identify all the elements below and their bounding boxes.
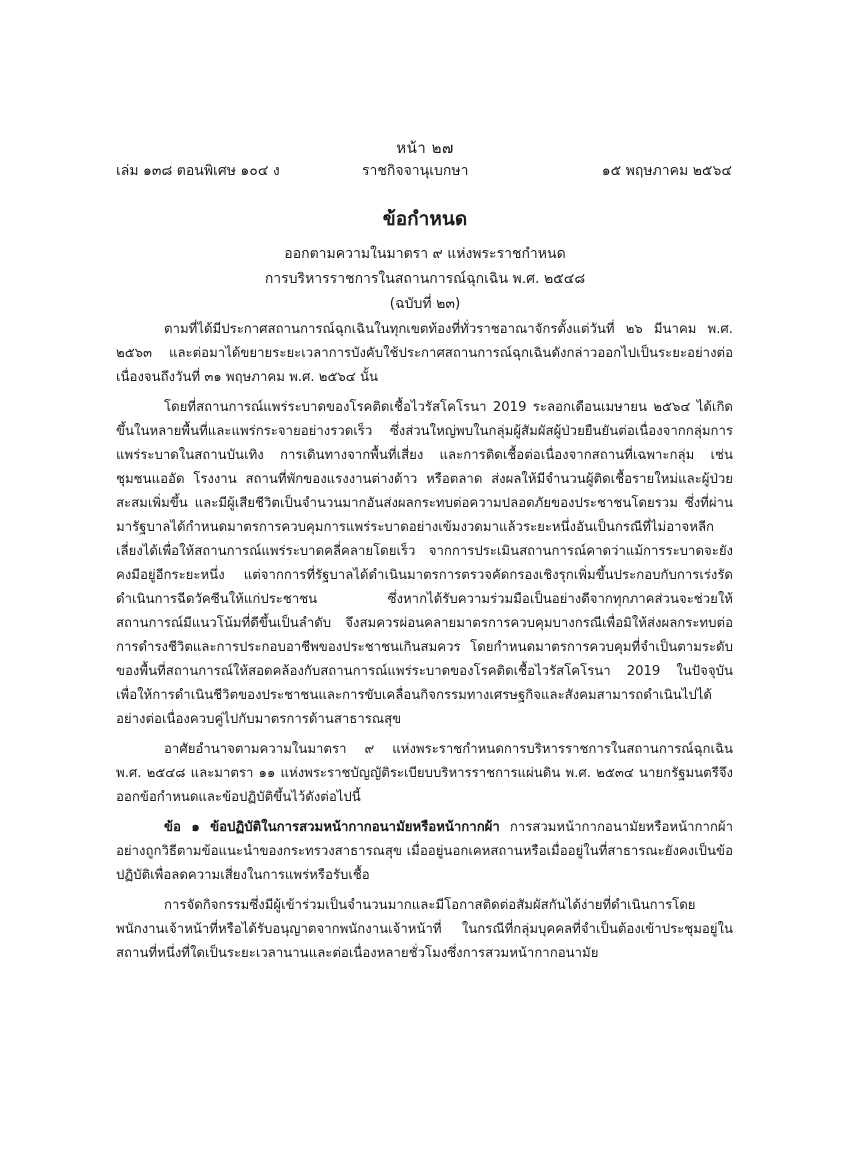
paragraph-1: ตามที่ได้มีประกาศสถานการณ์ฉุกเฉินในทุกเขตท้องที่ทั่วราชอาณาจักรตั้งแต่วันที่ ๒๖ มีนาคม พ.ศ. ๒๕๖๓ และต่อมาได้ขยายระยะเวลาการบังคับใช้ประกาศสถานการณ์ฉุกเฉินดังกล่าวออกไปเป็นระยะอย่างต่อเนื่องจนถึงวันที่ ๓๑ พฤษภาคม พ.ศ. ๒๕๖๔ นั้น bbox=[116, 322, 733, 385]
page-number: หน้า ๒๗ bbox=[396, 139, 454, 157]
running-header bbox=[116, 160, 732, 182]
title-line-3: (ฉบับที่ ๒๓) bbox=[389, 296, 461, 312]
document-body bbox=[116, 318, 733, 972]
paragraph-3: อาศัยอำนาจตามความในมาตรา ๙ แห่งพระราชกำหนดการบริหารราชการในสถานการณ์ฉุกเฉิน พ.ศ. ๒๕๔๘ และมาตรา ๑๑ แห่งพระราชบัญญัติระเบียบบริหารราชการแผ่นดิน พ.ศ. ๒๕๓๔ นายกรัฐมนตรีจึงออกข้อกำหนดและข้อปฏิบัติขึ้นไว้ดังต่อไปนี้ bbox=[116, 742, 733, 805]
paragraph-5: การจัดกิจกรรมซึ่งมีผู้เข้าร่วมเป็นจำนวนมากและมีโอกาสติดต่อสัมผัสกันได้ง่ายที่ดำเนินการโดยพนักงานเจ้าหน้าที่หรือได้รับอนุญาตจากพนักงานเจ้าหน้าที่ ในกรณีที่กลุ่มบุคคลที่จำเป็นต้องเข้าประชุมอยู่ในสถานที่หนึ่งที่ใดเป็นระยะเวลานานและต่อเนื่องหลายชั่วโมงซึ่งการสวมหน้ากากอนามัย bbox=[116, 898, 733, 961]
clause-1-heading: ข้อ ๑ ข้อปฏิบัติในการสวมหน้ากากอนามัยหรือหน้ากากผ้า bbox=[164, 820, 500, 835]
gazette-name: ราชกิจจานุเบกษา bbox=[362, 163, 469, 179]
title-line-2: การบริหารราชการในสถานการณ์ฉุกเฉิน พ.ศ. ๒๕๔๘ bbox=[264, 271, 586, 287]
document-titles bbox=[0, 204, 850, 317]
paragraph-4 bbox=[116, 816, 733, 888]
clause-1-text: การสวมหน้ากากอนามัยหรือหน้ากากผ้าอย่างถูกวิธีตามข้อแนะนำของกระทรวงสาธารณสุข เมื่ออยู่นอกเคหสถานหรือเมื่ออยู่ในที่สาธารณะยังคงเป็นข้อปฏิบัติเพื่อลดความเสี่ยงในการแพร่หรือรับเชื้อ bbox=[116, 820, 733, 883]
document-title: ข้อกำหนด bbox=[382, 208, 468, 230]
paragraph-2: โดยที่สถานการณ์แพร่ระบาดของโรคติดเชื้อไวรัสโคโรนา 2019 ระลอกเดือนเมษายน ๒๕๖๔ ได้เกิดขึ้นในหลายพื้นที่และแพร่กระจายอย่างรวดเร็ว ซึ่งส่วนใหญ่พบในกลุ่มผู้สัมผัสผู้ป่วยยืนยันต่อเนื่องจากกลุ่มการแพร่ระบาดในสถานบันเทิง การเดินทางจากพื้นที่เสี่ยง และการติดเชื้อต่อเนื่องจากสถานที่เฉพาะกลุ่ม เช่น ชุมชนแออัด โรงงาน สถานที่พักของแรงงานต่างด้าว หรือตลาด ส่งผลให้มีจำนวนผู้ติดเชื้อรายใหม่และผู้ป่วยสะสมเพิ่มขึ้น และมีผู้เสียชีวิตเป็นจำนวนมากอันส่งผลกระทบต่อความปลอดภัยของประชาชนโดยรวม ซึ่งที่ผ่านมารัฐบาลได้กำหนดมาตรการควบคุมการแพร่ระบาดอย่างเข้มงวดมาแล้วระยะหนึ่งอันเป็นกรณีที่ไม่อาจหลีกเลี่ยงได้เพื่อให้สถานการณ์แพร่ระบาดคลี่คลายโดยเร็ว จากการประเมินสถานการณ์คาดว่าแม้การระบาดจะยังคงมีอยู่อีกระยะหนึ่ง แต่จากการที่รัฐบาลได้ดำเนินมาตรการตรวจคัดกรองเชิงรุกเพิ่มขึ้นประกอบกับการเร่งรัดดำเนินการฉีดวัคซีนให้แก่ประชาชน ซึ่งหากได้รับความร่วมมือเป็นอย่างดีจากทุกภาคส่วนจะช่วยให้สถานการณ์มีแนวโน้มที่ดีขึ้นเป็นลำดับ จึงสมควรผ่อนคลายมาตรการควบคุมบางกรณีเพื่อมิให้ส่งผลกระทบต่อการดำรงชีวิตและการประกอบอาชีพของประชาชนเกินสมควร โดยกำหนดมาตรการควบคุมที่จำเป็นตามระดับของพื้นที่สถานการณ์ให้สอดคล้องกับสถานการณ์แพร่ระบาดของโรคติดเชื้อไวรัสโคโรนา 2019 ในปัจจุบัน เพื่อให้การดำเนินชีวิตของประชาชนและการขับเคลื่อนกิจกรรมทางเศรษฐกิจและสังคมสามารถดำเนินไปได้อย่างต่อเนื่องควบคู่ไปกับมาตรการด้านสาธารณสุข bbox=[116, 400, 733, 727]
volume-info: เล่ม ๑๓๘ ตอนพิเศษ ๑๐๔ ง bbox=[116, 163, 280, 179]
publish-date: ๑๕ พฤษภาคม ๒๕๖๔ bbox=[601, 163, 732, 179]
title-line-1: ออกตามความในมาตรา ๙ แห่งพระราชกำหนด bbox=[284, 246, 566, 262]
